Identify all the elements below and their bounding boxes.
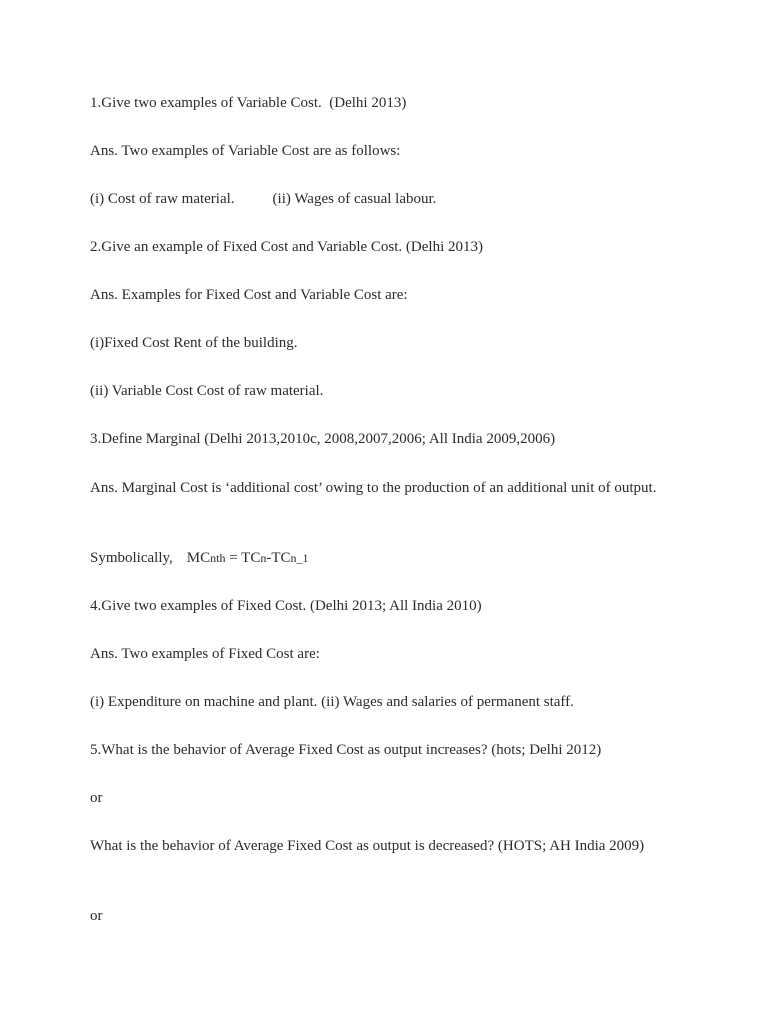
q5-question: 5.What is the behavior of Average Fixed Cost as output increases? (hots; Delhi 2012): [90, 742, 602, 758]
q1-answer: Ans. Two examples of Variable Cost are as follows:: [90, 143, 401, 159]
q4-answer: Ans. Two examples of Fixed Cost are:: [90, 646, 320, 662]
formula-tc2-subscript: n_1: [290, 551, 309, 565]
q2-item-ii: (ii) Variable Cost Cost of raw material.: [90, 383, 324, 399]
q3-question: 3.Define Marginal (Delhi 2013,2010c, 2008,2007,2006; All India 2009,2006): [90, 431, 556, 447]
q1-items: [90, 188, 680, 210]
formula-label: Symbolically,: [90, 550, 173, 566]
q1-item-ii: (ii) Wages of casual labour.: [272, 191, 437, 207]
q1-item-i: (i) Cost of raw material.: [90, 191, 235, 207]
q2-answer: Ans. Examples for Fixed Cost and Variable Cost are:: [90, 287, 408, 303]
formula-equals: = TC: [225, 550, 261, 566]
q5-or-2: or: [90, 908, 103, 924]
formula-minus: -TC: [266, 550, 291, 566]
q4-items: (i) Expenditure on machine and plant. (ii) Wages and salaries of permanent staff.: [90, 694, 574, 710]
q5-alt-question: What is the behavior of Average Fixed Cost as output is decreased? (HOTS; AH India 2009): [90, 838, 645, 854]
q1-question: 1.Give two examples of Variable Cost. (Delhi 2013): [90, 95, 407, 111]
q3-answer: Ans. Marginal Cost is ‘additional cost’ owing to the production of an additional unit of output.: [90, 480, 657, 496]
q2-item-i: (i)Fixed Cost Rent of the building.: [90, 335, 298, 351]
formula-mc: MC: [186, 550, 211, 566]
q4-question: 4.Give two examples of Fixed Cost. (Delhi 2013; All India 2010): [90, 598, 482, 614]
q3-formula: [90, 547, 680, 569]
q2-question: 2.Give an example of Fixed Cost and Variable Cost. (Delhi 2013): [90, 239, 483, 255]
formula-mc-subscript: nth: [210, 551, 226, 565]
q5-or-1: or: [90, 790, 103, 806]
formula-tc-subscript: n: [260, 551, 267, 565]
